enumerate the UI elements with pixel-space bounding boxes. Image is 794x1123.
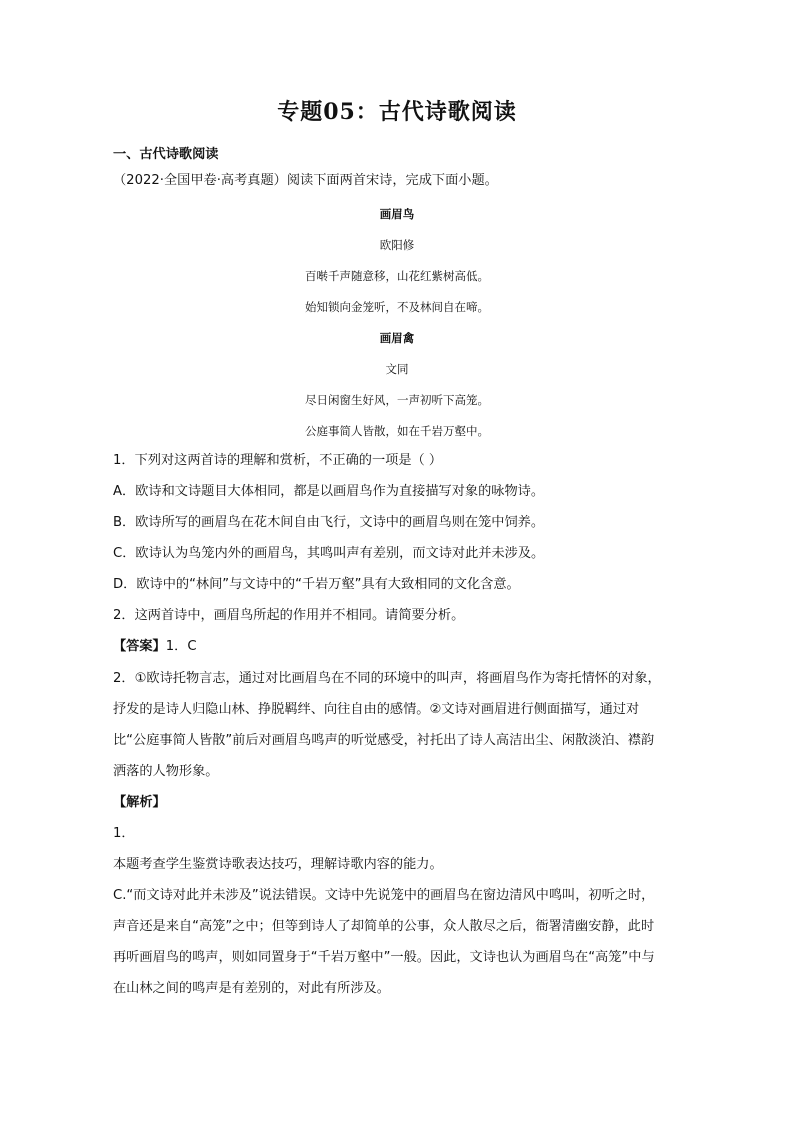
analysis-number: 1．	[113, 826, 135, 841]
poem2-title: 画眉禽	[379, 331, 415, 345]
answer-q2-line: 2．①欧诗托物言志，通过对比画眉鸟在不同的环境中的叫声，将画眉鸟作为寄托情怀的对象，	[113, 671, 661, 686]
question1-option-d: D．欧诗中的“林间”与文诗中的“千岩万壑”具有大致相同的文化含意。	[113, 577, 520, 592]
poem1-line: 始知锁向金笼听，不及林间自在啼。	[305, 300, 489, 314]
answer-q2-line: 洒落的人物形象。	[113, 764, 219, 779]
analysis-label: 【解析】	[113, 795, 166, 810]
analysis-line: 声音还是来自“高笼”之中；但等到诗人了却简单的公事，众人散尽之后，衙署清幽安静，此时	[113, 919, 655, 934]
answer-q2-line: 抒发的是诗人归隐山林、挣脱羁绊、向往自由的感情。②文诗对画眉进行侧面描写，通过对	[113, 702, 640, 717]
poem2-line: 尽日闲窗生好风，一声初听下高笼。	[305, 393, 489, 407]
question1-option-a: A．欧诗和文诗题目大体相同，都是以画眉鸟作为直接描写对象的咏物诗。	[113, 484, 545, 499]
analysis-line: 再听画眉鸟的鸣声，则如同置身于“千岩万壑中”一般。因此，文诗也认为画眉鸟在“高笼”中与	[113, 950, 655, 965]
poem2-author: 文同	[385, 362, 409, 376]
answer-q2-line: 比“公庭事简人皆散”前后对画眉鸟鸣声的听觉感受，衬托出了诗人高洁出尘、闲散淡泊、襟韵	[113, 733, 655, 748]
question1-option-c: C．欧诗认为鸟笼内外的画眉鸟，其鸣叫声有差别，而文诗对此并未涉及。	[113, 546, 545, 561]
answer-row	[113, 637, 688, 657]
section-heading: 一、古代诗歌阅读	[113, 147, 219, 162]
question1-stem: 1．下列对这两首诗的理解和赏析，不正确的一项是（ ）	[113, 453, 443, 468]
analysis-line: 在山林之间的鸣声是有差别的，对此有所涉及。	[113, 981, 390, 996]
answer-q1: 1．C	[165, 639, 197, 654]
page-title: 专题05：古代诗歌阅读	[277, 99, 517, 125]
poem1-title: 画眉鸟	[379, 207, 415, 221]
question2-stem: 2．这两首诗中，画眉鸟所起的作用并不相同。请简要分析。	[113, 608, 465, 623]
analysis-line: C.“而文诗对此并未涉及”说法错误。文诗中先说笼中的画眉鸟在窗边清风中鸣叫，初听之时，	[113, 888, 655, 903]
poem1-author: 欧阳修	[379, 238, 415, 252]
poem1-line: 百啭千声随意移，山花红紫树高低。	[305, 269, 489, 283]
poem2-line: 公庭事简人皆散，如在千岩万壑中。	[305, 424, 489, 438]
source-line: （2022·全国甲卷·高考真题）阅读下面两首宋诗，完成下面小题。	[113, 173, 498, 188]
answer-label: 【答案】	[113, 639, 166, 654]
question1-option-b: B．欧诗所写的画眉鸟在花木间自由飞行，文诗中的画眉鸟则在笼中饲养。	[113, 515, 545, 530]
analysis-line: 本题考查学生鉴赏诗歌表达技巧，理解诗歌内容的能力。	[113, 857, 443, 872]
